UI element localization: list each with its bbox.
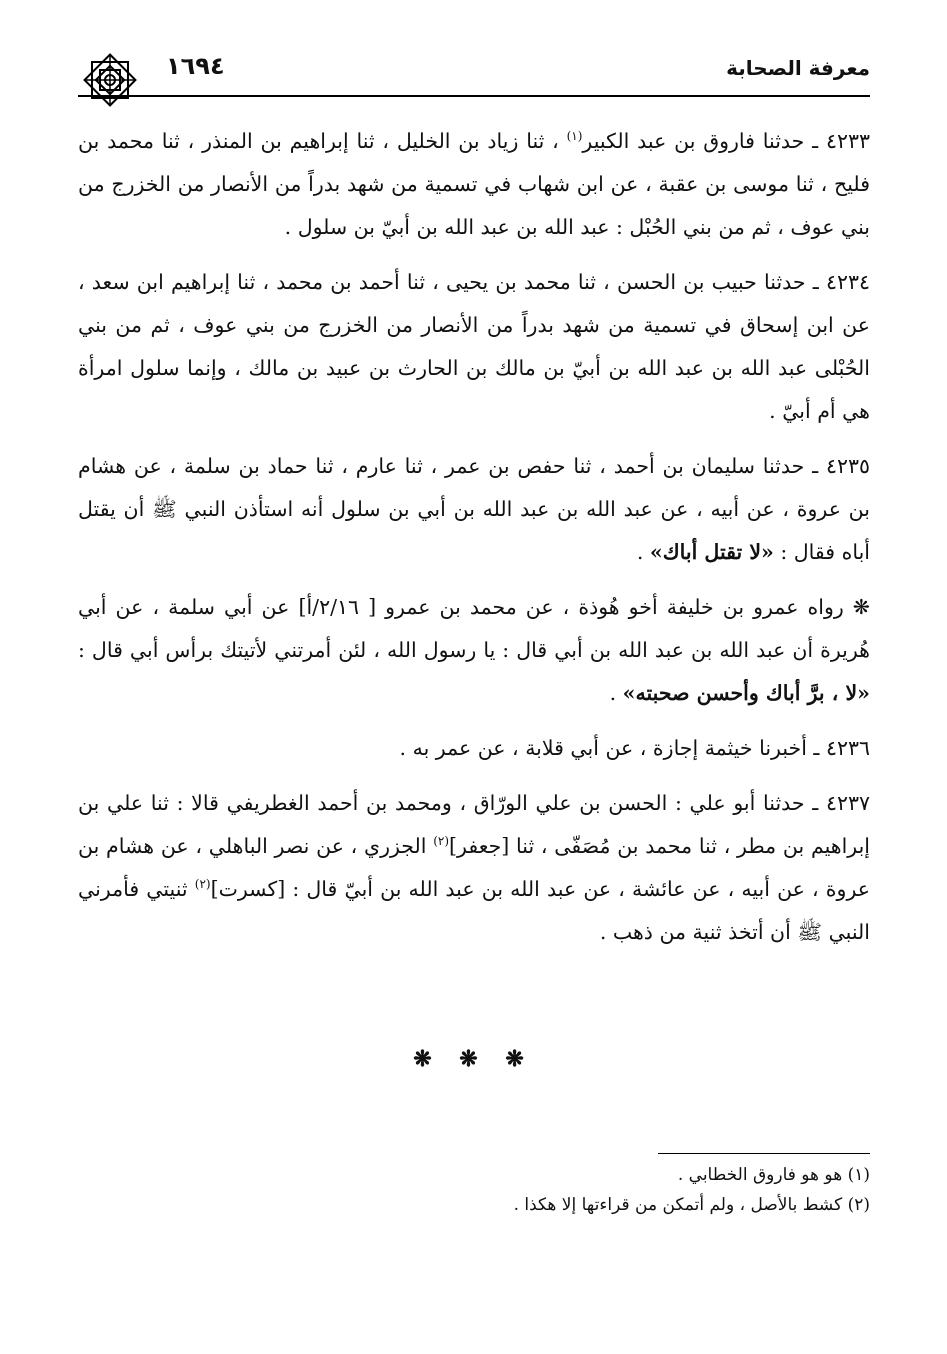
text-segment: . [636,540,650,564]
hadith-4235 [78,445,870,574]
book-title: معرفة الصحابة [726,56,870,80]
hadith-4236 [78,727,870,770]
footnote-2: (٢) كشط بالأصل ، ولم أتمكن من قراءتها إلا هكذا . [513,1195,870,1215]
footnote-ref: (١) [566,129,583,144]
text-segment: ❋ رواه عمرو بن خليفة أخو هُوذة ، عن محمد بن عمرو [ ٢/١٦/أ] عن أبي سلمة ، عن أبي هُريرة أن عبد الله بن عبد الله بن أبي قال : يا رسول الله ، لئن أمرتني لأتيتك برأس أبي قال : [78,595,870,662]
riwayah-note [78,586,870,715]
page-number: ١٦٩٤ [166,52,225,80]
footnote-1: (١) هو هو فاروق الخطابي . [677,1165,870,1185]
main-text [78,120,870,966]
hadith-4234 [78,261,870,433]
footnote-rule [658,1153,870,1154]
text-segment: . [609,681,623,705]
prophetic-quote: «لا ، برَّ أباك وأحسن صحبته» [622,681,870,705]
prophetic-quote: «لا تقتل أباك» [649,540,774,564]
text-segment: الجزري ، عن نصر الباهلي ، عن هشام بن عروة ، عن أبيه ، عن عائشة ، عن عبد الله بن عبد الله بن أبيّ قال : [كسرت] [78,834,870,901]
hadith-4237 [78,782,870,954]
footnote-ref: (٢) [433,834,450,849]
header-rule [78,95,870,97]
text-segment: ٤٢٣٧ ـ حدثنا أبو علي : الحسن بن علي الورّاق ، ومحمد بن أحمد الغطريفي قالا : ثنا علي بن إبراهيم بن مطر ، ثنا محمد بن مُصَفّى ، ثنا [جعفر] [78,791,870,858]
footnotes [78,1160,870,1220]
text-segment: ، ثنا زياد بن الخليل ، ثنا إبراهيم بن المنذر ، ثنا محمد بن فليح ، ثنا موسى بن عقبة ، عن ابن شهاب في تسمية من شهد بدراً من الأنصار من الخزرج من بني عوف ، ثم من بني الحُبْل : عبد الله بن عبد الله بن أبيّ بن سلول . [78,129,870,239]
page-header [78,48,870,108]
footnote-ref: (٢) [194,877,211,892]
section-separator: ❋ ❋ ❋ [413,1046,534,1072]
text-segment: ٤٢٣٥ ـ حدثنا سليمان بن أحمد ، ثنا حفص بن عمر ، ثنا عارم ، ثنا حماد بن سلمة ، عن هشام بن عروة ، عن أبيه ، عن عبد الله بن عبد الله بن أبي بن سلول أنه استأذن النبي ﷺ أن يقتل أباه فقال : [78,454,870,564]
text-segment: ٤٢٣٦ ـ أخبرنا خيثمة إجازة ، عن أبي قلابة ، عن عمر به . [399,736,870,760]
octagram-ornament-icon [78,48,142,112]
text-segment: ٤٢٣٣ ـ حدثنا فاروق بن عبد الكبير [582,129,870,153]
text-segment: ٤٢٣٤ ـ حدثنا حبيب بن الحسن ، ثنا محمد بن يحيى ، ثنا أحمد بن محمد ، ثنا إبراهيم ابن سعد ، عن ابن إسحاق في تسمية من شهد بدراً من الأنصار من الخزرج من بني عوف ، ثم من بني الحُبْلى عبد الله بن عبد الله بن أبيّ بن مالك بن الحارث بن عبيد بن مالك ، وإنما سلول امرأة هي أم أبيّ . [78,270,870,423]
hadith-4233 [78,120,870,249]
text-segment: ثنيتي فأمرني النبي ﷺ أن أتخذ ثنية من ذهب . [78,877,870,944]
